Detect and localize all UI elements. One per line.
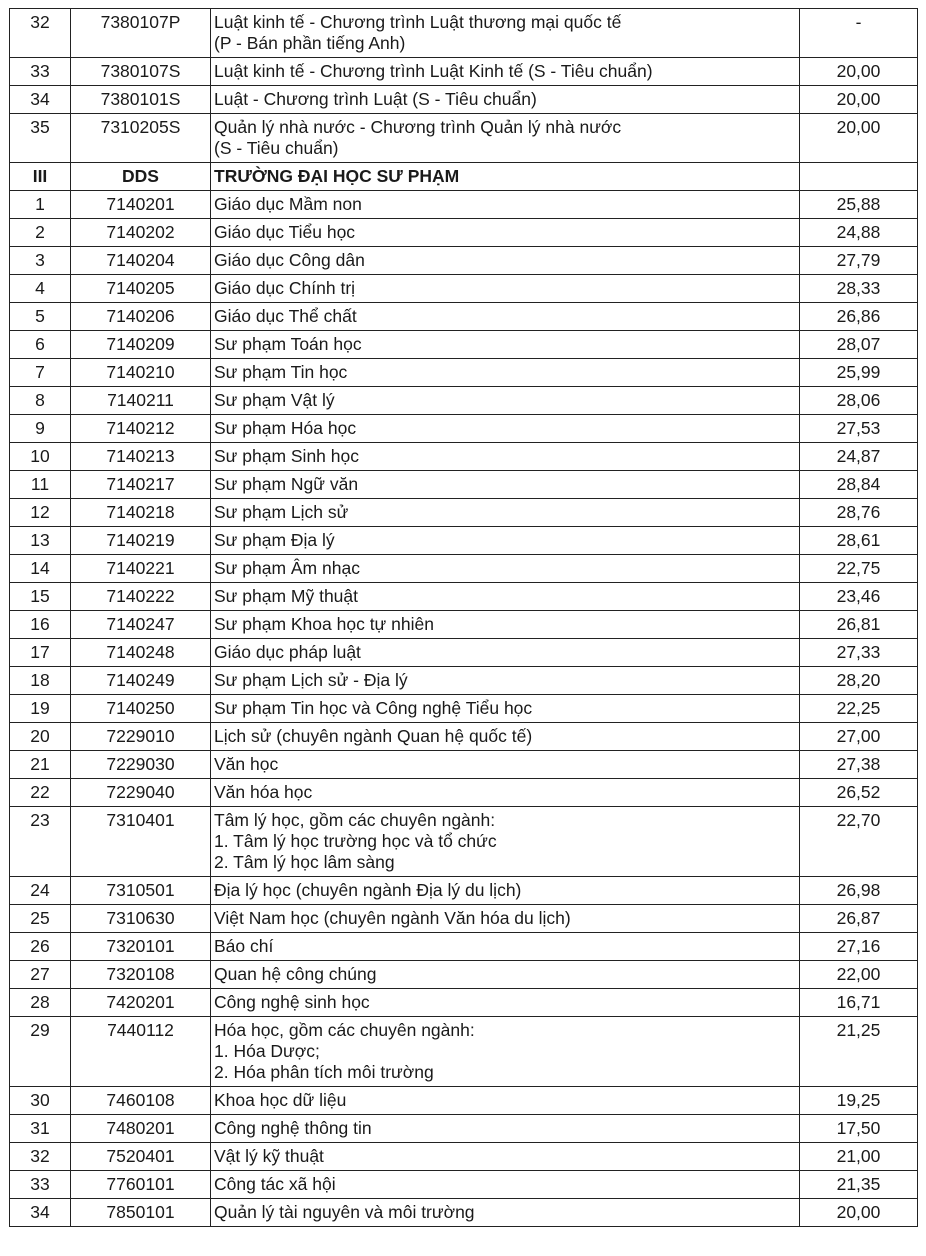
program-name [211,611,800,639]
program-code: 7140218 [71,499,211,527]
table-row [10,471,918,499]
program-name [211,58,800,86]
table-row [10,779,918,807]
program-name-line: Sư phạm Âm nhạc [214,558,360,578]
cutoff-score [800,163,918,191]
row-number: 34 [10,1199,71,1227]
program-name-line: Sư phạm Địa lý [214,530,335,550]
program-code: 7310401 [71,807,211,877]
program-name-line: Giáo dục pháp luật [214,642,361,662]
program-name-line: Quản lý nhà nước - Chương trình Quản lý nhà nước [214,117,622,137]
table-row [10,114,918,163]
table-row [10,723,918,751]
row-number: 18 [10,667,71,695]
program-name [211,933,800,961]
program-code: 7850101 [71,1199,211,1227]
program-name-line: Văn học [214,754,279,774]
cutoff-score: 26,98 [800,877,918,905]
row-number: 31 [10,1115,71,1143]
row-number: 12 [10,499,71,527]
program-name [211,1017,800,1087]
program-name [211,247,800,275]
program-name-line: Văn hóa học [214,782,313,802]
row-number: 24 [10,877,71,905]
program-name [211,9,800,58]
program-name [211,639,800,667]
program-name-line: Giáo dục Thể chất [214,306,357,326]
program-name [211,303,800,331]
row-number: 35 [10,114,71,163]
cutoff-score: 20,00 [800,58,918,86]
cutoff-score: 27,53 [800,415,918,443]
program-name-line: Công tác xã hội [214,1174,336,1194]
cutoff-score: 20,00 [800,86,918,114]
program-code: 7320108 [71,961,211,989]
table-row [10,387,918,415]
program-code: 7310205S [71,114,211,163]
cutoff-score: 24,87 [800,443,918,471]
program-name-line: Sư phạm Sinh học [214,446,359,466]
table-row [10,275,918,303]
cutoff-score: 20,00 [800,1199,918,1227]
table-row [10,415,918,443]
program-name [211,667,800,695]
program-name-line: Sư phạm Vật lý [214,390,335,410]
program-code: 7140250 [71,695,211,723]
program-code: 7140211 [71,387,211,415]
program-name [211,723,800,751]
program-code: 7140205 [71,275,211,303]
row-number: 14 [10,555,71,583]
program-code: 7229040 [71,779,211,807]
program-name-line: Địa lý học (chuyên ngành Địa lý du lịch) [214,880,522,900]
cutoff-score: 21,00 [800,1143,918,1171]
program-name [211,499,800,527]
program-code: 7420201 [71,989,211,1017]
cutoff-score: 26,52 [800,779,918,807]
row-number: 8 [10,387,71,415]
table-row [10,1087,918,1115]
cutoff-score: 21,35 [800,1171,918,1199]
program-name-line: 1. Tâm lý học trường học và tổ chức [214,831,497,851]
row-number: 27 [10,961,71,989]
cutoff-score: 16,71 [800,989,918,1017]
program-name [211,905,800,933]
program-name [211,387,800,415]
program-name-line: Tâm lý học, gồm các chuyên ngành: [214,810,496,830]
program-name [211,1143,800,1171]
program-code: 7140248 [71,639,211,667]
cutoff-score: 22,00 [800,961,918,989]
cutoff-score: 20,00 [800,114,918,163]
program-name [211,219,800,247]
cutoff-score: 26,86 [800,303,918,331]
cutoff-score: 25,99 [800,359,918,387]
program-name [211,583,800,611]
table-row [10,639,918,667]
cutoff-score: 28,76 [800,499,918,527]
program-name [211,163,800,191]
cutoff-score: 21,25 [800,1017,918,1087]
program-code: 7140247 [71,611,211,639]
row-number: 1 [10,191,71,219]
program-code: 7140209 [71,331,211,359]
program-name-line: Công nghệ thông tin [214,1118,372,1138]
table-body [10,9,918,1227]
cutoff-score: 27,33 [800,639,918,667]
row-number: 33 [10,58,71,86]
admission-score-table [9,8,918,1227]
table-row [10,9,918,58]
program-name [211,443,800,471]
program-code: 7310501 [71,877,211,905]
row-number: III [10,163,71,191]
row-number: 16 [10,611,71,639]
cutoff-score: 22,75 [800,555,918,583]
program-name-line: Sư phạm Ngữ văn [214,474,359,494]
program-name-line: (P - Bán phần tiếng Anh) [214,33,406,53]
table-row [10,499,918,527]
program-name-line: Quản lý tài nguyên và môi trường [214,1202,475,1222]
program-name-line: Hóa học, gồm các chuyên ngành: [214,1020,475,1040]
row-number: 10 [10,443,71,471]
program-name-line: Công nghệ sinh học [214,992,370,1012]
program-name-line: Vật lý kỹ thuật [214,1146,324,1166]
table-row [10,807,918,877]
cutoff-score: 28,20 [800,667,918,695]
program-code: 7140249 [71,667,211,695]
table-row [10,247,918,275]
cutoff-score: 28,33 [800,275,918,303]
table-row [10,1199,918,1227]
row-number: 29 [10,1017,71,1087]
program-code: 7140222 [71,583,211,611]
program-code: 7380101S [71,86,211,114]
program-code: 7140213 [71,443,211,471]
program-name-line: Sư phạm Lịch sử [214,502,349,522]
program-name [211,779,800,807]
program-name-line: Sư phạm Toán học [214,334,362,354]
program-name-line: Sư phạm Hóa học [214,418,357,438]
row-number: 5 [10,303,71,331]
row-number: 34 [10,86,71,114]
row-number: 20 [10,723,71,751]
row-number: 13 [10,527,71,555]
program-code: 7140217 [71,471,211,499]
program-name-line: Giáo dục Mầm non [214,194,362,214]
program-code: 7140204 [71,247,211,275]
table-row [10,331,918,359]
program-name-line: Sư phạm Tin học và Công nghệ Tiểu học [214,698,533,718]
program-name-line: Việt Nam học (chuyên ngành Văn hóa du lịch) [214,908,571,928]
table-row [10,527,918,555]
table-row [10,191,918,219]
cutoff-score: 19,25 [800,1087,918,1115]
row-number: 4 [10,275,71,303]
cutoff-score: 28,07 [800,331,918,359]
table-row [10,989,918,1017]
program-code: 7229010 [71,723,211,751]
row-number: 30 [10,1087,71,1115]
program-name-line: Quan hệ công chúng [214,964,377,984]
program-name [211,114,800,163]
program-name [211,1115,800,1143]
program-code: 7760101 [71,1171,211,1199]
row-number: 28 [10,989,71,1017]
row-number: 23 [10,807,71,877]
program-name [211,331,800,359]
row-number: 33 [10,1171,71,1199]
program-name [211,961,800,989]
row-number: 25 [10,905,71,933]
program-name-line: Khoa học dữ liệu [214,1090,347,1110]
cutoff-score: 26,87 [800,905,918,933]
program-code: 7380107P [71,9,211,58]
program-code: 7520401 [71,1143,211,1171]
table-row [10,751,918,779]
table-row [10,933,918,961]
cutoff-score: 24,88 [800,219,918,247]
program-name [211,751,800,779]
cutoff-score: 27,79 [800,247,918,275]
cutoff-score: 28,61 [800,527,918,555]
row-number: 21 [10,751,71,779]
table-row [10,611,918,639]
program-name [211,415,800,443]
program-name-line: Luật kinh tế - Chương trình Luật Kinh tế (S - Tiêu chuẩn) [214,61,653,81]
cutoff-score: 28,84 [800,471,918,499]
row-number: 6 [10,331,71,359]
program-name [211,695,800,723]
table-row [10,1171,918,1199]
program-name-line: Sư phạm Lịch sử - Địa lý [214,670,408,690]
program-code: 7140206 [71,303,211,331]
cutoff-score: 22,25 [800,695,918,723]
cutoff-score: 27,16 [800,933,918,961]
program-name [211,275,800,303]
program-code: 7480201 [71,1115,211,1143]
program-name-line: Giáo dục Công dân [214,250,365,270]
row-number: 26 [10,933,71,961]
program-name [211,1171,800,1199]
program-name [211,555,800,583]
program-name-line: TRƯỜNG ĐẠI HỌC SƯ PHẠM [214,166,460,186]
program-name-line: 2. Hóa phân tích môi trường [214,1062,434,1082]
program-code: 7380107S [71,58,211,86]
row-number: 9 [10,415,71,443]
row-number: 7 [10,359,71,387]
program-name-line: Giáo dục Chính trị [214,278,356,298]
program-code: 7229030 [71,751,211,779]
table-row [10,695,918,723]
table-row [10,905,918,933]
program-code: DDS [71,163,211,191]
table-row [10,877,918,905]
section-header-row [10,163,918,191]
program-name [211,359,800,387]
table-row [10,667,918,695]
cutoff-score: 26,81 [800,611,918,639]
program-name-line: Lịch sử (chuyên ngành Quan hệ quốc tế) [214,726,533,746]
program-code: 7140219 [71,527,211,555]
cutoff-score: 27,00 [800,723,918,751]
program-name-line: Giáo dục Tiểu học [214,222,356,242]
table-row [10,1143,918,1171]
program-code: 7320101 [71,933,211,961]
program-name-line: Luật - Chương trình Luật (S - Tiêu chuẩn) [214,89,537,109]
table-row [10,359,918,387]
row-number: 17 [10,639,71,667]
program-name-line: Báo chí [214,936,274,956]
program-name [211,1199,800,1227]
row-number: 32 [10,1143,71,1171]
cutoff-score: 25,88 [800,191,918,219]
program-name-line: Sư phạm Tin học [214,362,348,382]
table-row [10,961,918,989]
program-name-line: Sư phạm Mỹ thuật [214,586,358,606]
cutoff-score: 17,50 [800,1115,918,1143]
cutoff-score: 22,70 [800,807,918,877]
program-name [211,527,800,555]
program-name-line: (S - Tiêu chuẩn) [214,138,339,158]
row-number: 22 [10,779,71,807]
program-code: 7140201 [71,191,211,219]
table-row [10,555,918,583]
program-code: 7140210 [71,359,211,387]
program-name-line: 2. Tâm lý học lâm sàng [214,852,395,872]
program-code: 7440112 [71,1017,211,1087]
program-code: 7140212 [71,415,211,443]
table-row [10,1017,918,1087]
program-name-line: Sư phạm Khoa học tự nhiên [214,614,434,634]
program-name [211,989,800,1017]
cutoff-score: 27,38 [800,751,918,779]
table-row [10,443,918,471]
program-name [211,191,800,219]
row-number: 15 [10,583,71,611]
program-name-line: 1. Hóa Dược; [214,1041,320,1061]
program-name-line: Luật kinh tế - Chương trình Luật thương mại quốc tế [214,12,622,32]
row-number: 32 [10,9,71,58]
table-row [10,219,918,247]
table-row [10,58,918,86]
row-number: 3 [10,247,71,275]
program-code: 7310630 [71,905,211,933]
program-name [211,807,800,877]
cutoff-score: 28,06 [800,387,918,415]
table-row [10,86,918,114]
table-row [10,303,918,331]
program-name [211,86,800,114]
program-code: 7460108 [71,1087,211,1115]
table-row [10,583,918,611]
program-code: 7140202 [71,219,211,247]
row-number: 11 [10,471,71,499]
program-name [211,471,800,499]
row-number: 19 [10,695,71,723]
program-name [211,877,800,905]
cutoff-score: 23,46 [800,583,918,611]
cutoff-score: - [800,9,918,58]
row-number: 2 [10,219,71,247]
program-name [211,1087,800,1115]
program-code: 7140221 [71,555,211,583]
table-row [10,1115,918,1143]
